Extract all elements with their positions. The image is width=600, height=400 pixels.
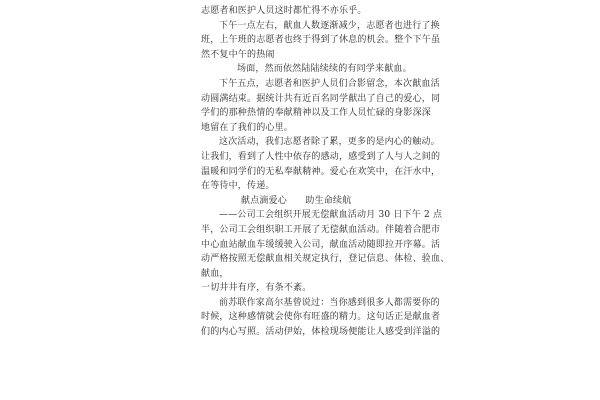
text-line: 半，公司工会组织职工开展了无偿献血活动。伴随着合肥市 [201,224,441,235]
text-line: 这次活动，我们志愿者除了累，更多的是内心的触动。 [219,137,440,148]
text-line: 下午五点，志愿者和医护人员们合影留念，本次献血活 [219,78,440,89]
text-line: 时候，这种感情就会使你有旺盛的精力。这句话正是献血者 [201,312,441,323]
text-line: ——公司工会组织开展无偿献血活动月 30 日下午 2 点 [219,210,443,221]
text-line: 下午一点左右，献血人数逐渐减少，志愿者也进行了换 [219,20,440,31]
text-line: 一切井井有序，有条不紊。 [201,283,312,294]
text-line: 动圆满结束。据统计共有近百名同学献出了自己的爱心，同 [201,93,441,104]
text-line: 班，上午班的志愿者也终于得到了休息的机会。整个下午虽 [201,35,441,46]
text-line: 场面，然而依然陆陆续续的有同学来献血。 [237,64,412,75]
text-line: 志愿者和医护人员这时都忙得不亦乐乎。 [201,6,367,16]
text-line: 中心血站献血车缓缓驶入公司，献血活动随即拉开序幕。活 [201,239,441,250]
text-line: 动严格按照无偿献血相关规定执行，登记信息、体检、验血、 [201,254,450,265]
text-line: 然不复中午的热闹 [201,49,275,60]
text-line: 让我们，看到了人性中依存的感动，感受到了人与人之间的 [201,151,441,162]
text-line: 学们的那种热情的奉献精神以及工作人员忙碌的身影深深 [201,108,432,119]
document-body [201,4,450,340]
text-line: 们的内心写照。活动伊始，体检现场便能让人感受到洋溢的 [201,327,441,338]
text-line: 在等待中，传递。 [201,181,275,192]
text-line: 前苏联作家高尔基曾说过：当你感到很多人都需要你的 [219,297,440,308]
section-heading: 献点滴爱心 助生命续航 [241,195,352,206]
text-line: 地留在了我们的心里。 [201,122,294,133]
text-line: 温暖和同学们的无私奉献精神。爱心在欢笑中，在汗水中， [201,166,441,177]
text-line: 献血， [201,268,229,279]
